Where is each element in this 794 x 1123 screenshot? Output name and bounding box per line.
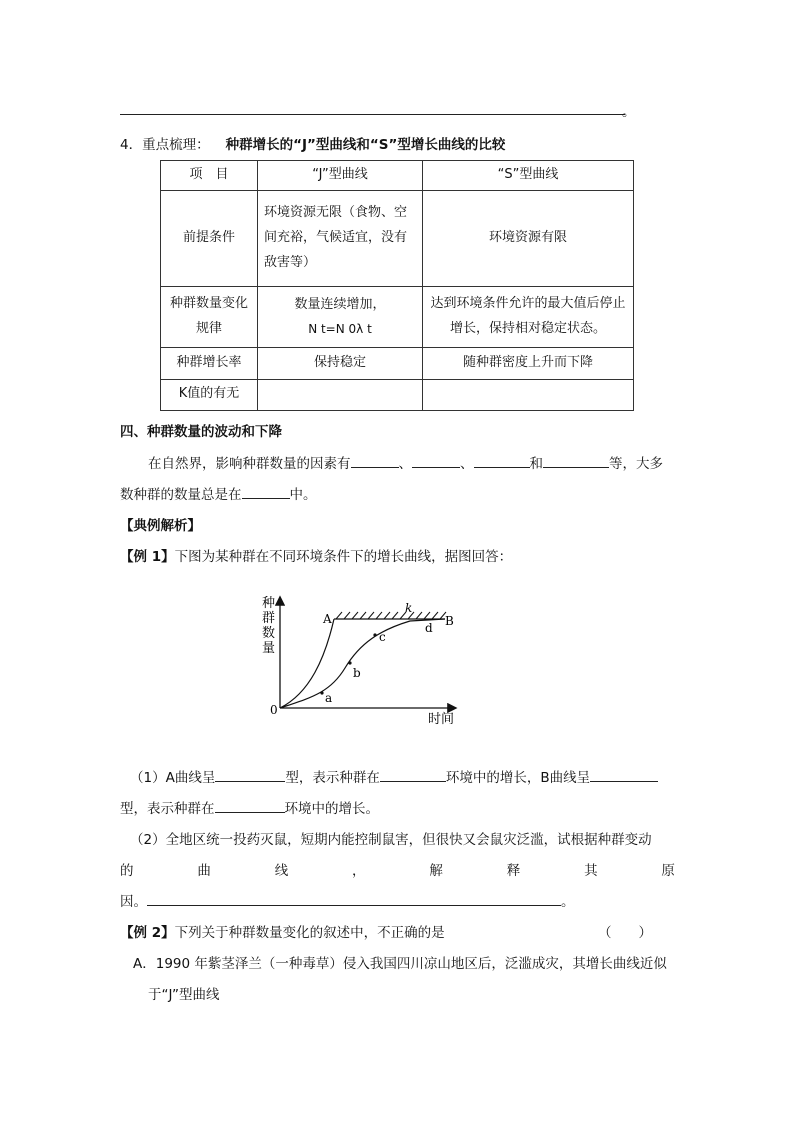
q1-text: 环境中的增长，B曲线呈: [445, 770, 591, 786]
q2-word: 的: [120, 863, 134, 879]
example1-q1-line1: [130, 766, 658, 786]
q2-word: 曲: [197, 863, 211, 879]
example2-text: 下列关于种群数量变化的叙述中，不正确的是: [174, 925, 445, 941]
table-cell-j: [258, 286, 423, 347]
label-B: B: [445, 614, 454, 628]
analysis-title: 【典例解析】: [120, 518, 201, 534]
section4-prefix: 4．重点梳理：: [120, 137, 210, 153]
table-row: [161, 347, 634, 379]
example1-text: 下图为某种群在不同环境条件下的增长曲线，据图回答：: [174, 549, 513, 565]
section-four-para-line1: [148, 452, 663, 472]
table-row-label: K值的有无: [161, 379, 258, 410]
q2-word: 其: [584, 863, 598, 879]
para-text: 中。: [289, 487, 317, 503]
table-cell-j-text: 数量连续增加，: [294, 296, 386, 312]
para-sep: 、: [398, 456, 412, 472]
section-four-title: 四、种群数量的波动和下降: [120, 424, 282, 440]
table-row: [161, 190, 634, 286]
para-text: 等，大多: [609, 456, 663, 472]
comparison-table: [160, 160, 634, 411]
q1-text: （1）A曲线呈: [130, 770, 216, 786]
answer-blank[interactable]: [215, 798, 285, 813]
q2-word: 原: [661, 863, 675, 879]
point-c: [373, 633, 376, 636]
para-text: 在自然界，影响种群数量的因素有: [148, 456, 351, 472]
y-label-2: 群: [262, 611, 276, 626]
q2-word: ，: [352, 863, 366, 879]
answer-blank[interactable]: [215, 767, 285, 782]
table-row: [161, 379, 634, 410]
table-cell-s: 随种群密度上升而下降: [423, 347, 634, 379]
example1-q1-line2: [120, 797, 379, 817]
top-period: 。: [622, 104, 636, 120]
label-b: b: [353, 666, 361, 680]
table-header-cell: “J”型曲线: [258, 161, 423, 191]
label-A: A: [323, 612, 332, 626]
top-answer-line: [120, 114, 625, 115]
section4-title: 种群增长的“J”型曲线和“S”型增长曲线的比较: [225, 137, 506, 153]
example2-label: 【例 2】: [120, 925, 175, 941]
answer-blank[interactable]: [147, 891, 561, 906]
x-label: 时间: [428, 712, 455, 727]
table-header-cell: 项 目: [161, 161, 258, 191]
label-a: a: [325, 691, 333, 705]
label-d: d: [425, 621, 433, 635]
table-row-label: 种群增长率: [161, 347, 258, 379]
section4-heading: [120, 133, 505, 153]
table-cell-s: 达到环境条件允许的最大值后停止增长，保持相对稳定状态。: [423, 286, 634, 347]
example1-q2-line2: [120, 859, 675, 879]
para-text: 数种群的数量总是在: [120, 487, 242, 503]
table-cell-j: [258, 379, 423, 410]
answer-blank[interactable]: [412, 453, 460, 468]
table-header-cell: “S”型曲线: [423, 161, 634, 191]
example1-label: 【例 1】: [120, 549, 175, 565]
origin-label: 0: [270, 703, 278, 717]
q2-text: 因。: [120, 894, 147, 910]
table-row: [161, 286, 634, 347]
answer-blank[interactable]: [242, 484, 290, 499]
table-cell-j: 环境资源无限（食物、空间充裕，气候适宜，没有敌害等）: [258, 190, 423, 286]
label-c: c: [379, 630, 386, 644]
y-label-1: 种: [262, 596, 276, 611]
carrying-capacity-hatch: [334, 612, 446, 619]
y-label-4: 量: [262, 641, 276, 656]
q2-word: 线: [274, 863, 289, 879]
answer-blank[interactable]: [543, 453, 609, 468]
answer-blank[interactable]: [351, 453, 399, 468]
example1-q2-line1: （2）全地区统一投药灭鼠，短期内能控制鼠害，但很快又会鼠灾泛滥，试根据种群变动: [130, 832, 652, 848]
table-cell-j: 保持稳定: [258, 347, 423, 379]
example1-question: [120, 545, 512, 565]
q2-text: 。: [561, 894, 575, 910]
para-sep: 、: [460, 456, 474, 472]
q2-word: 解: [429, 863, 443, 879]
q1-text: 型，表示种群在: [285, 770, 380, 786]
label-k: k: [405, 601, 413, 615]
answer-blank[interactable]: [474, 453, 530, 468]
example2-option-a-line1[interactable]: A．1990 年紫茎泽兰（一种毒草）侵入我国四川凉山地区后，泛滥成灾，其增长曲线近似: [133, 956, 667, 972]
point-b: [348, 661, 351, 664]
point-a: [320, 691, 323, 694]
para-text: 和: [529, 456, 543, 472]
q1-text: 型，表示种群在: [120, 801, 215, 817]
growth-curve-figure: [250, 588, 470, 728]
example1-q2-line3: [120, 890, 575, 910]
example2-answer-paren[interactable]: （ ）: [598, 925, 652, 941]
answer-blank[interactable]: [380, 767, 446, 782]
s-curve: [280, 619, 445, 708]
q2-word: 释: [506, 863, 521, 879]
q1-text: 环境中的增长。: [284, 801, 379, 817]
table-row-label: 种群数量变化规律: [161, 286, 258, 347]
answer-blank[interactable]: [590, 767, 658, 782]
section-four-para-line2: [120, 483, 317, 503]
table-header-row: [161, 161, 634, 191]
growth-formula: N t=N 0λ t: [308, 321, 372, 336]
example2-option-a-line2: 于“J”型曲线: [148, 987, 220, 1003]
table-cell-s: [423, 379, 634, 410]
example2-question: [120, 921, 675, 941]
y-label-3: 数: [262, 626, 276, 641]
table-cell-s: 环境资源有限: [423, 190, 634, 286]
table-row-label: 前提条件: [161, 190, 258, 286]
